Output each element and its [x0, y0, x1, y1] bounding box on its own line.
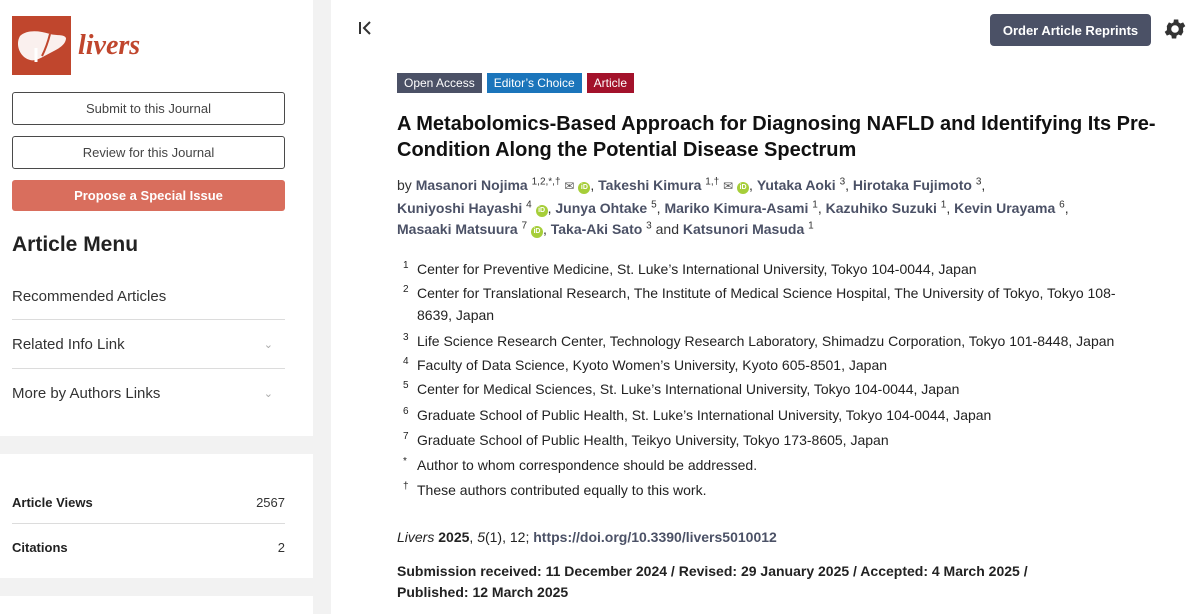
author-list: by Masanori Nojima $^{1,2,*,\dagger}$ ✉ iD , Takeshi Kimura $^{1,\dagger}$ ✉ iD , Yutaka Aoki $^3$, Hirotaka Fujimoto $^3$, Kuniyoshi Hayashi $^4$ iD , Junya Ohtake $^5$, Mariko Kimura-Asami $^1$, Kazuhiko Suzuki $^1$, Kevin Urayama $^6$, Masaaki Matsuura $^7$ iD , Taka-Aki Sato $^3$ and Katsunori Masuda $^1$ [397, 176, 1069, 237]
mail-icon[interactable]: ✉ [723, 179, 734, 193]
article-views-row [12, 495, 285, 510]
review-button[interactable]: Review for this Journal [12, 136, 285, 169]
divider [12, 523, 285, 524]
orcid-icon[interactable]: iD [578, 182, 590, 194]
propose-special-issue-button[interactable]: Propose a Special Issue [12, 180, 285, 211]
affiliation-item: 6 Graduate School of Public Health, St. Luke’s International University, Tokyo 104-0044, Japan [403, 406, 992, 423]
author-link[interactable]: Hirotaka Fujimoto [852, 177, 972, 193]
orcid-icon[interactable]: iD [737, 182, 749, 194]
author-link[interactable]: Kuniyoshi Hayashi [397, 199, 523, 216]
author-link[interactable]: Katsunori Masuda [682, 221, 805, 237]
citations-label: Citations [12, 540, 68, 555]
liver-icon [12, 16, 71, 75]
menu-item-label: More by Authors Links [12, 384, 161, 402]
open-access-badge[interactable]: Open Access [397, 73, 482, 93]
article-badges [397, 73, 634, 93]
affiliation-item: † These authors contributed equally to this work. [403, 481, 707, 498]
journal-name: livers [78, 29, 141, 61]
menu-item-recommended-articles[interactable] [12, 272, 285, 320]
citations-row [12, 540, 285, 555]
menu-item-label: Related Info Link [12, 335, 125, 353]
article-views-value: 2567 [256, 495, 285, 510]
article-views-label: Article Views [12, 495, 93, 510]
author-link[interactable]: Taka-Aki Sato [550, 221, 643, 237]
editors-choice-badge[interactable]: Editor’s Choice [487, 73, 582, 93]
affiliation-item: * Author to whom correspondence should be addressed. [403, 456, 758, 473]
article-type-badge: Article [587, 73, 634, 93]
author-link[interactable]: Masaaki Matsuura [397, 221, 518, 237]
menu-item-label: Recommended Articles [12, 287, 167, 305]
doi-link[interactable]: https://doi.org/10.3390/livers5010012 [533, 529, 777, 545]
author-link[interactable]: Kevin Urayama [954, 199, 1056, 216]
article-title: A Metabolomics-Based Approach for Diagnosing NAFLD and Identifying Its Pre-Condition Along the Potential Disease Spectrum [397, 113, 1156, 161]
article-metrics-panel [0, 454, 313, 578]
menu-item-related-info-link[interactable] [12, 320, 285, 368]
orcid-icon[interactable]: iD [531, 226, 543, 238]
collapse-sidebar-icon[interactable] [357, 20, 373, 41]
sidebar-panel-next [0, 596, 313, 614]
author-link[interactable]: Takeshi Kimura [598, 177, 702, 193]
submit-button[interactable]: Submit to this Journal [12, 92, 285, 125]
affiliation-item: 3 Life Science Research Center, Technology Research Laboratory, Shimadzu Corporation, Tokyo 101-8448, Japan [403, 332, 1115, 349]
author-link[interactable]: Masanori Nojima [415, 177, 528, 193]
affiliation-item: 7 Graduate School of Public Health, Teikyo University, Tokyo 173-8605, Japan [403, 431, 889, 448]
author-link[interactable]: Junya Ohtake [555, 199, 648, 216]
gear-icon[interactable] [1162, 16, 1188, 47]
affiliation-item: 4 Faculty of Data Science, Kyoto Women’s University, Kyoto 605-8501, Japan [403, 356, 888, 373]
affiliation-item: 2 Center for Translational Research, The Institute of Medical Science Hospital, The University of Tokyo, Tokyo 108-8639, Japan [403, 284, 1116, 323]
journal-logo[interactable] [12, 16, 140, 75]
affiliation-item: 5 Center for Medical Sciences, St. Luke’s International University, Tokyo 104-0044, Japan [403, 380, 960, 397]
affiliation-item: 1 Center for Preventive Medicine, St. Luke’s International University, Tokyo 104-0044, Japan [403, 260, 977, 277]
publication-dates: Submission received: 11 December 2024 / Revised: 29 January 2025 / Accepted: 4 March 2025 / Published: 12 March 2025 [397, 563, 1028, 600]
mail-icon[interactable]: ✉ [564, 179, 575, 193]
chevron-down-icon[interactable]: ⌄ [263, 387, 273, 400]
menu-item-more-by-authors[interactable] [12, 369, 285, 417]
order-reprints-button[interactable]: Order Article Reprints [990, 14, 1151, 46]
chevron-down-icon[interactable]: ⌄ [263, 338, 273, 351]
citations-value: 2 [277, 540, 285, 555]
citation-line: Livers 2025, 5(1), 12; https://doi.org/10.3390/livers5010012 [397, 529, 777, 545]
author-link[interactable]: Kazuhiko Suzuki [825, 199, 937, 216]
article-menu-title: Article Menu [12, 233, 139, 256]
sidebar-panel [0, 0, 313, 436]
author-link[interactable]: Mariko Kimura-Asami [664, 199, 809, 216]
author-link[interactable]: Yutaka Aoki [756, 177, 836, 193]
orcid-icon[interactable]: iD [536, 205, 548, 217]
